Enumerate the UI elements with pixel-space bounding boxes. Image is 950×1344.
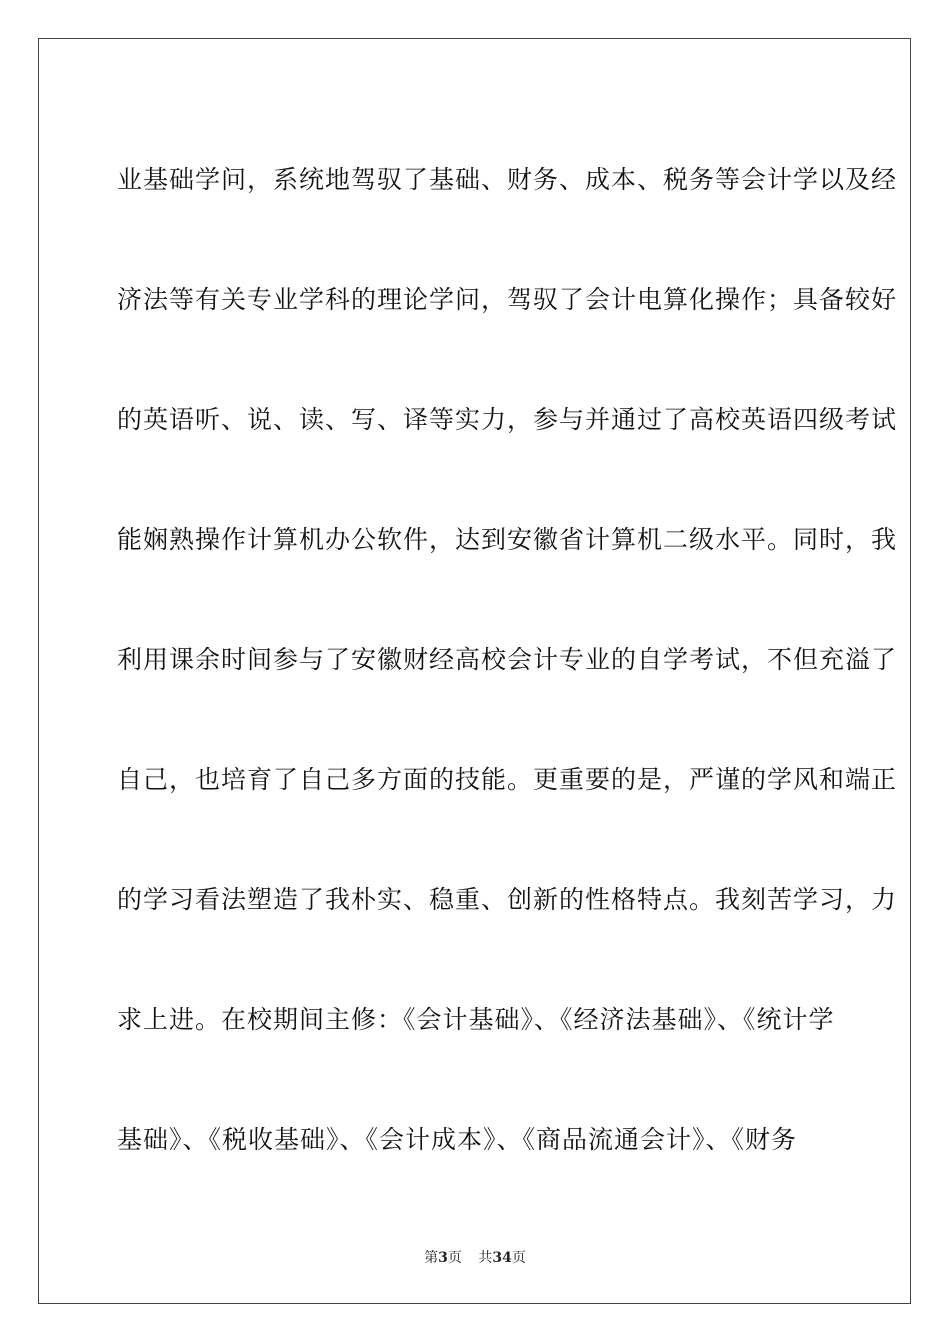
text-line: 的学习看法塑造了我朴实、稳重、创新的性格特点。我刻苦学习，力 [117,885,898,914]
total-pages-indicator [478,1250,525,1266]
text-line: 济法等有关专业学科的理论学问，驾驭了会计电算化操作；具备较好 [117,285,898,314]
text-line: 的英语听、说、读、写、译等实力，参与并通过了高校英语四级考试 [117,405,898,434]
total-suffix: 页 [511,1250,526,1266]
page-suffix: 页 [447,1250,462,1266]
text-line: 利用课余时间参与了安徽财经高校会计专业的自学考试，不但充溢了 [117,645,898,674]
text-line: 业基础学问，系统地驾驭了基础、财务、成本、税务等会计学以及经 [117,165,898,194]
page-number: 3 [438,1250,448,1266]
page-indicator [424,1250,462,1266]
text-line: 自己，也培育了自己多方面的技能。更重要的是，严谨的学风和端正 [117,765,898,794]
page-prefix: 第 [424,1250,439,1266]
text-line: 求上进。在校期间主修：《会计基础》、《经济法基础》、《统计学 [117,1005,835,1034]
text-line: 能娴熟操作计算机办公软件，达到安徽省计算机二级水平。同时，我 [117,525,898,554]
document-body [117,118,898,1198]
total-pages: 34 [492,1250,512,1266]
text-line: 基础》、《税收基础》、《会计成本》、《商品流通会计》、《财务 [117,1125,798,1154]
total-prefix: 共 [478,1250,493,1266]
page-footer [0,1247,950,1267]
